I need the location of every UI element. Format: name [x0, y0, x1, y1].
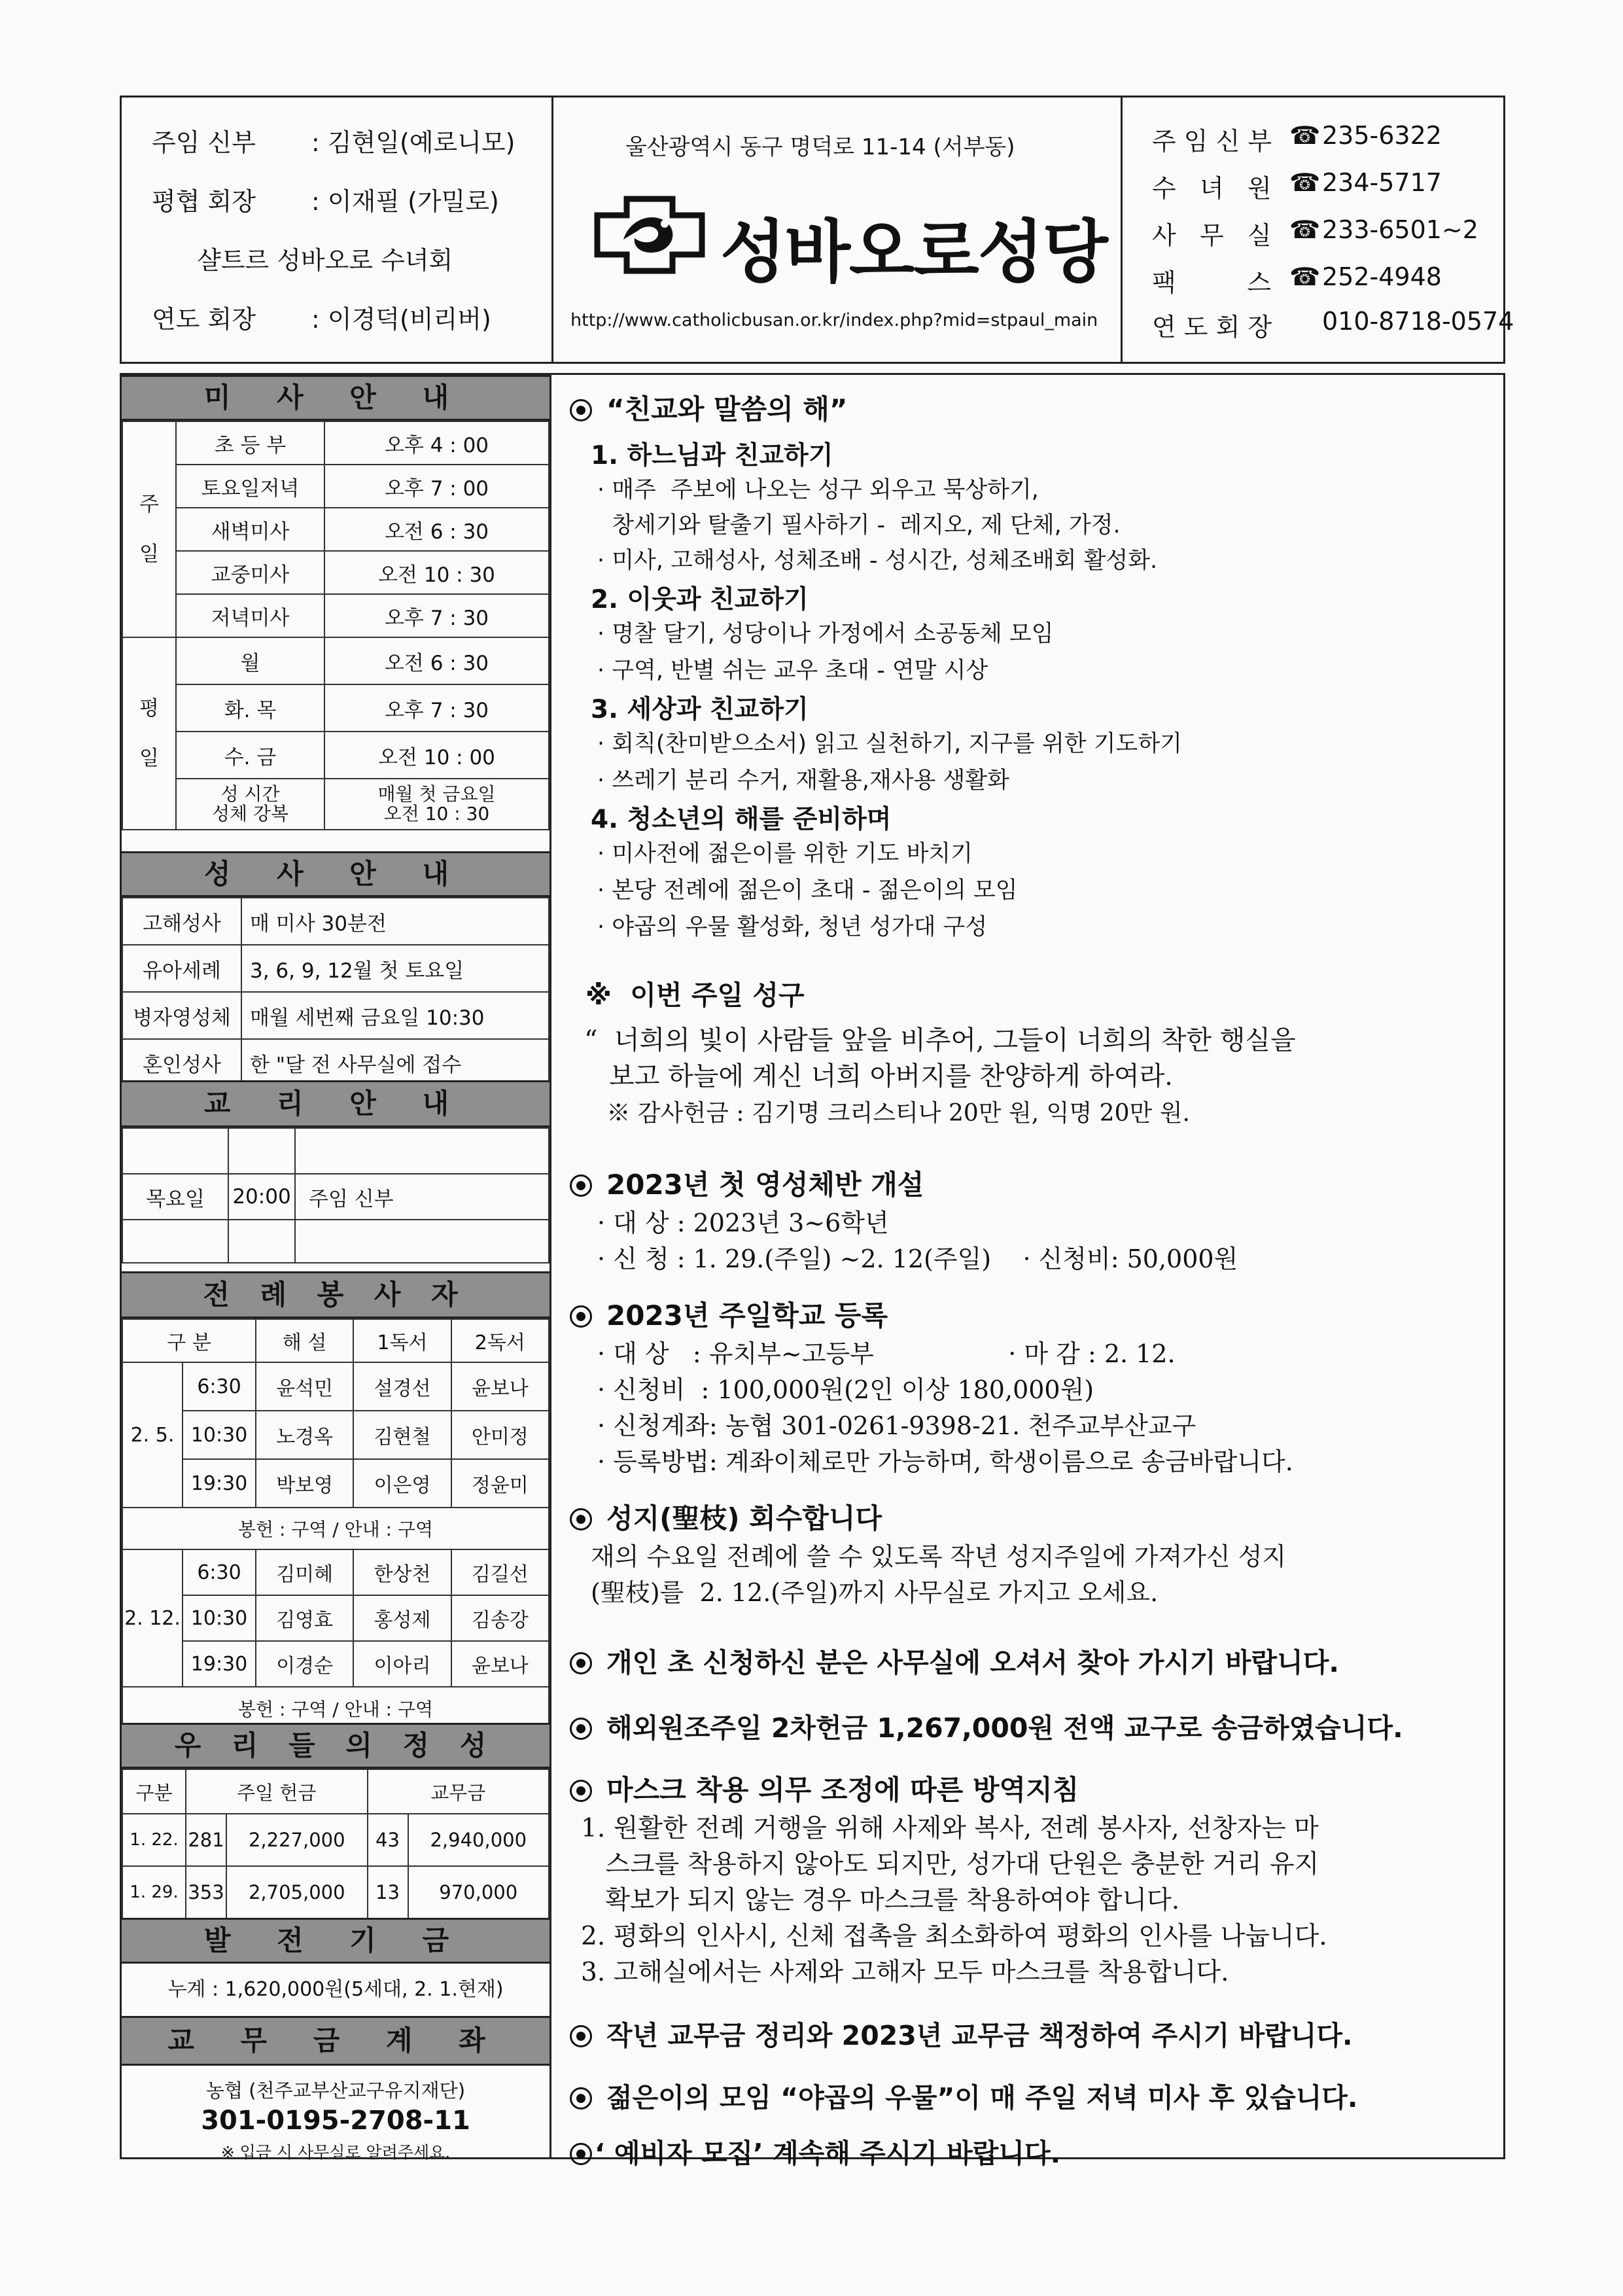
table-row	[122, 1411, 549, 1459]
mass-schedule-table	[122, 421, 550, 830]
sacrament-name: 고해성사	[122, 898, 241, 945]
mass-name: 교중미사	[176, 551, 324, 594]
mask-line: 3. 고해실에서는 사제와 고해자 모두 마스크를 착용합니다.	[581, 1958, 1229, 1987]
first-reader: 김현철	[353, 1411, 451, 1459]
table-row	[122, 1459, 549, 1508]
second-reader: 안미정	[451, 1411, 549, 1459]
doctrine-time: 20:00	[228, 1174, 295, 1220]
header-yeondo-value: : 이경덕(비리버)	[311, 305, 491, 334]
phone-icon: ☎	[1289, 168, 1321, 197]
youth-meeting-notice: 젊은이의 모임 “야곱의 우물”이 매 주일 저녁 미사 후 있습니다.	[570, 2076, 1357, 2115]
first-reader: 이아리	[353, 1641, 451, 1687]
doctrine-teacher	[295, 1128, 549, 1174]
mass-name: 새벽미사	[176, 508, 324, 551]
offerings-title: 우 리 들 의 정 성	[122, 1723, 550, 1769]
account-bank: 농협 (천주교부산교구유지재단)	[205, 2079, 466, 2102]
mass-guide-title: 미 사 안 내	[122, 375, 550, 421]
table-row	[122, 992, 549, 1039]
column-header: 구 분	[122, 1319, 256, 1362]
second-reader: 김송강	[451, 1595, 549, 1641]
second-reader: 윤보나	[451, 1641, 549, 1687]
table-row	[122, 1319, 549, 1362]
mask-line: 1. 원활한 전례 거행을 위해 사제와 복사, 전례 봉사자, 선창자는 마	[581, 1814, 1319, 1843]
dues-amount: 2,940,000	[408, 1814, 550, 1866]
offering-date: 1. 29.	[122, 1866, 186, 1918]
offerings-table	[122, 1769, 550, 1919]
phone-icon: ☎	[1289, 121, 1321, 150]
sacrament-value: 한 "달 전 사무실에 접수	[241, 1039, 549, 1086]
header-sisters: 샬트르 성바오로 수녀회	[197, 246, 453, 275]
overseas-aid-notice: 해외원조주일 2차헌금 1,267,000원 전액 교구로 송금하였습니다.	[570, 1706, 1403, 1745]
contact-fax-phone: 252-4948	[1322, 262, 1442, 291]
table-row	[122, 1220, 549, 1263]
doctrine-day	[122, 1128, 228, 1174]
mass-name: 성 시간 성체 강복	[176, 779, 324, 830]
palm-heading	[570, 1497, 882, 1536]
mass-time: 오후 7 : 00	[324, 465, 549, 508]
sacrament-name: 혼인성사	[122, 1039, 241, 1086]
table-row	[122, 637, 549, 684]
school-line: · 대 상 : 유치부~고등부 · 마 감 : 2. 12.	[597, 1339, 1176, 1368]
sacrament-value: 매 미사 30분전	[241, 898, 549, 945]
doctrine-teacher: 주임 신부	[295, 1174, 549, 1220]
mask-line: 스크를 착용하지 않아도 되지만, 성가대 단원은 충분한 거리 유지	[581, 1850, 1319, 1879]
bullet-icon	[570, 1652, 592, 1674]
table-row	[122, 1174, 549, 1220]
mass-time: 오후 7 : 30	[324, 594, 549, 637]
theme-item-line: 창세기와 탈출기 필사하기 - 레지오, 제 단체, 가정.	[597, 512, 1121, 539]
column-header: 2독서	[451, 1319, 549, 1362]
table-row	[122, 1641, 549, 1687]
table-row	[122, 1128, 549, 1174]
table-row	[122, 551, 549, 594]
table-row	[122, 1769, 549, 1814]
header-center	[551, 97, 1123, 362]
column-header: 1독서	[353, 1319, 451, 1362]
school-line: · 등록방법: 계좌이체로만 가능하며, 학생이름으로 송금바랍니다.	[597, 1447, 1293, 1476]
table-row	[122, 1814, 549, 1866]
theme-item-line: · 미사, 고해성사, 성체조배 - 성시간, 성체조배회 활성화.	[597, 548, 1158, 574]
table-row	[122, 465, 549, 508]
sacrament-guide-title: 성 사 안 내	[122, 851, 550, 897]
contact-fax-label: 팩 스	[1152, 268, 1272, 297]
offering-guide-note: 봉헌 : 구역 / 안내 : 구역	[122, 1508, 549, 1549]
first-reader: 설경선	[353, 1362, 451, 1411]
mass-time: 매월 첫 금요일 오전 10 : 30	[324, 779, 549, 830]
table-row	[122, 1595, 549, 1641]
catechumen-notice: ‘ 예비자 모집’ 계속해 주시기 바랍니다.	[570, 2132, 1060, 2170]
commentator: 윤석민	[256, 1362, 353, 1411]
phone-icon: ☎	[1289, 215, 1321, 244]
verse-line: 보고 하늘에 계신 너희 아버지를 찬양하게 하여라.	[584, 1061, 1173, 1091]
mask-line: 확보가 되지 않는 경우 마스크를 착용하여야 합니다.	[581, 1886, 1180, 1915]
contact-convent-label: 수 녀 원	[1152, 174, 1272, 203]
communion-title: 2023년 첫 영성체반 개설	[606, 1169, 924, 1201]
table-row	[122, 1549, 549, 1595]
commentator: 김미혜	[256, 1549, 353, 1595]
school-heading	[570, 1294, 888, 1333]
table-row	[122, 945, 549, 992]
verse-title: ※ 이번 주일 성구	[585, 980, 805, 1011]
offering-count: 353	[186, 1866, 226, 1918]
account-note: ※ 입금 시 사무실로 알려주세요.	[220, 2143, 451, 2162]
column-header: 해 설	[256, 1319, 353, 1362]
offering-guide-note: 봉헌 : 구역 / 안내 : 구역	[122, 1687, 549, 1730]
bullet-icon	[570, 1174, 592, 1197]
doctrine-guide-title: 교 리 안 내	[122, 1080, 550, 1127]
mass-name: 토요일저녁	[176, 465, 324, 508]
theme-heading	[570, 388, 847, 427]
table-row	[122, 684, 549, 732]
mass-time: 오전 6 : 30	[324, 508, 549, 551]
service-time: 10:30	[183, 1595, 256, 1641]
bullet-icon	[570, 1718, 592, 1740]
table-row	[122, 779, 549, 830]
theme-item-title: 4. 청소년의 해를 준비하며	[591, 805, 892, 834]
school-line: · 신청비 : 100,000원(2인 이상 180,000원)	[597, 1375, 1094, 1404]
commentator: 노경옥	[256, 1411, 353, 1459]
table-row	[122, 1362, 549, 1411]
mask-title: 마스크 착용 의무 조정에 따른 방역지침	[606, 1774, 1079, 1806]
palm-line: 재의 수요일 전례에 쓸 수 있도록 작년 성지주일에 가져가신 성지	[591, 1542, 1287, 1571]
table-row	[122, 1039, 549, 1086]
palm-line: (聖枝)를 2. 12.(주일)까지 사무실로 가지고 오세요.	[591, 1578, 1159, 1607]
sacrament-table	[122, 897, 550, 1087]
table-row	[122, 732, 549, 779]
service-time: 19:30	[183, 1459, 256, 1508]
church-url[interactable]: http://www.catholicbusan.or.kr/index.php?mid=stpaul_main	[570, 310, 1098, 330]
church-name: 성바오로성당	[720, 212, 1107, 292]
candle-notice: 개인 초 신청하신 분은 사무실에 오셔서 찾아 가시기 바랍니다.	[570, 1641, 1339, 1680]
weekday-label: 평 일	[122, 637, 176, 830]
bullet-icon	[570, 1780, 592, 1802]
doctrine-table	[122, 1127, 550, 1263]
mass-time: 오전 6 : 30	[324, 637, 549, 684]
mass-time: 오전 10 : 00	[324, 732, 549, 779]
mass-name: 화. 목	[176, 684, 324, 732]
service-date: 2. 12.	[122, 1549, 183, 1687]
theme-item-line: · 구역, 반별 쉬는 교우 초대 - 연말 시상	[597, 658, 988, 684]
mask-line: 2. 평화의 인사시, 신체 접촉을 최소화하여 평화의 인사를 나눕니다.	[581, 1922, 1327, 1951]
offering-count: 281	[186, 1814, 226, 1866]
mass-time: 오전 10 : 30	[324, 551, 549, 594]
sacrament-value: 3, 6, 9, 12월 첫 토요일	[241, 945, 549, 992]
mass-name: 수. 금	[176, 732, 324, 779]
theme-item-line: · 본당 전례에 젊은이 초대 - 젊은이의 모임	[597, 877, 1018, 904]
header-yeondo-label: 연도 회장	[152, 305, 256, 334]
liturgy-servers-table	[122, 1318, 550, 1731]
doctrine-day	[122, 1220, 228, 1263]
bullet-icon	[570, 399, 592, 421]
palm-title: 성지(聖枝) 회수합니다	[606, 1502, 882, 1534]
thanks-offering: ※ 감사헌금 : 김기명 크리스티나 20만 원, 익명 20만 원.	[584, 1100, 1190, 1127]
bullet-icon	[570, 1305, 592, 1328]
doctrine-time	[228, 1128, 295, 1174]
second-reader: 김길선	[451, 1549, 549, 1595]
first-reader: 한상천	[353, 1549, 451, 1595]
column-header: 교무금	[368, 1769, 550, 1814]
contact-office-phone: 233-6501~2	[1322, 215, 1478, 244]
liturgy-servers-title: 전 례 봉 사 자	[122, 1271, 550, 1318]
second-reader: 정윤미	[451, 1459, 549, 1508]
communion-line: · 대 상 : 2023년 3~6학년	[597, 1209, 889, 1237]
mask-heading	[570, 1769, 1079, 1808]
dues-count: 43	[368, 1814, 408, 1866]
mass-name: 초 등 부	[176, 421, 324, 465]
theme-item-line: · 쓰레기 분리 수거, 재활용,재사용 생활화	[597, 768, 1009, 794]
second-reader: 윤보나	[451, 1362, 549, 1411]
service-time: 19:30	[183, 1641, 256, 1687]
theme-item-line: · 회칙(찬미받으소서) 읽고 실천하기, 지구를 위한 기도하기	[597, 731, 1182, 757]
development-fund-total: 누계 : 1,620,000원(5세대, 2. 1.현재)	[167, 1978, 504, 2001]
doctrine-day: 목요일	[122, 1174, 228, 1220]
sacrament-name: 유아세례	[122, 945, 241, 992]
table-row	[122, 1866, 549, 1918]
sacrament-value: 매월 세번째 금요일 10:30	[241, 992, 549, 1039]
theme-item-title: 2. 이웃과 친교하기	[591, 585, 809, 614]
theme-item-title: 1. 하느님과 친교하기	[591, 441, 833, 470]
church-logo-icon	[587, 192, 712, 277]
first-reader: 홍성제	[353, 1595, 451, 1641]
table-row	[122, 1508, 549, 1549]
service-time: 6:30	[183, 1549, 256, 1595]
main-content	[551, 373, 1505, 2169]
phone-icon: ☎	[1289, 262, 1321, 291]
dues-notice: 작년 교무금 정리와 2023년 교무금 책정하여 주시기 바랍니다.	[570, 2014, 1353, 2053]
service-time: 10:30	[183, 1411, 256, 1459]
bullet-icon	[570, 2143, 592, 2165]
sidebar	[120, 373, 551, 2162]
contact-yeondo-phone: 010-8718-0574	[1322, 307, 1514, 336]
first-reader: 이은영	[353, 1459, 451, 1508]
sacrament-name: 병자영성체	[122, 992, 241, 1039]
theme-item-line: · 미사전에 젊은이를 위한 기도 바치기	[597, 841, 973, 867]
school-line: · 신청계좌: 농협 301-0261-9398-21. 천주교부산교구	[597, 1411, 1196, 1440]
commentator: 김영효	[256, 1595, 353, 1641]
communion-line: · 신 청 : 1. 29.(주일) ~2. 12(주일) · 신청비: 50,000원	[597, 1245, 1238, 1273]
commentator: 이경순	[256, 1641, 353, 1687]
offering-date: 1. 22.	[122, 1814, 186, 1866]
theme-item-title: 3. 세상과 친교하기	[591, 695, 809, 724]
development-fund-title: 발 전 기 금	[122, 1918, 550, 1964]
mass-name: 월	[176, 637, 324, 684]
column-header: 주일 헌금	[186, 1769, 368, 1814]
theme-item-line: · 매주 주보에 나오는 성구 외우고 묵상하기,	[597, 477, 1039, 503]
table-row	[122, 508, 549, 551]
table-row	[122, 594, 549, 637]
contact-list	[1132, 97, 1514, 362]
table-row	[122, 898, 549, 945]
dues-amount: 970,000	[408, 1866, 550, 1918]
service-time: 6:30	[183, 1362, 256, 1411]
contact-yeondo-label: 연 도 회 장	[1152, 313, 1272, 342]
contact-office-label: 사 무 실	[1152, 221, 1272, 250]
dues-count: 13	[368, 1866, 408, 1918]
church-address: 울산광역시 동구 명덕로 11-14 (서부동)	[625, 134, 1015, 160]
doctrine-time	[228, 1220, 295, 1263]
mass-name: 저녁미사	[176, 594, 324, 637]
header-box	[120, 96, 1514, 364]
offering-amount: 2,705,000	[226, 1866, 368, 1918]
mass-time: 오후 4 : 00	[324, 421, 549, 465]
theme-item-line: · 명찰 달기, 성당이나 가정에서 소공동체 모임	[597, 621, 1054, 647]
header-council-label: 평협 회장	[152, 187, 256, 216]
bullet-icon	[570, 2025, 592, 2047]
contact-convent-phone: 234-5717	[1322, 168, 1442, 197]
contact-pastor-label: 주 임 신 부	[1152, 127, 1272, 156]
sunday-label: 주 일	[122, 421, 176, 637]
doctrine-teacher	[295, 1220, 549, 1263]
theme-item-line: · 야곱의 우물 활성화, 청년 성가대 구성	[597, 914, 988, 940]
commentator: 박보영	[256, 1459, 353, 1508]
service-date: 2. 5.	[122, 1362, 183, 1508]
contact-pastor-phone: 235-6322	[1322, 121, 1442, 150]
header-pastor-value: : 김현일(예로니모)	[311, 128, 515, 157]
bullet-icon	[570, 2087, 592, 2110]
mass-time: 오후 7 : 30	[324, 684, 549, 732]
theme-title: “친교와 말씀의 해”	[606, 393, 848, 425]
header-council-value: : 이재필 (가밀로)	[311, 187, 499, 216]
verse-line: “ 너희의 빛이 사람들 앞을 비추어, 그들이 너희의 착한 행실을	[584, 1025, 1296, 1055]
offering-amount: 2,227,000	[226, 1814, 368, 1866]
communion-heading	[570, 1163, 924, 1203]
column-header: 구분	[122, 1769, 186, 1814]
header-pastor-label: 주임 신부	[152, 128, 256, 157]
account-number: 301-0195-2708-11	[201, 2106, 470, 2136]
school-title: 2023년 주일학교 등록	[606, 1299, 888, 1332]
dues-account-title: 교 무 금 계 좌	[122, 2016, 550, 2066]
table-row	[122, 421, 549, 465]
bullet-icon	[570, 1508, 592, 1530]
